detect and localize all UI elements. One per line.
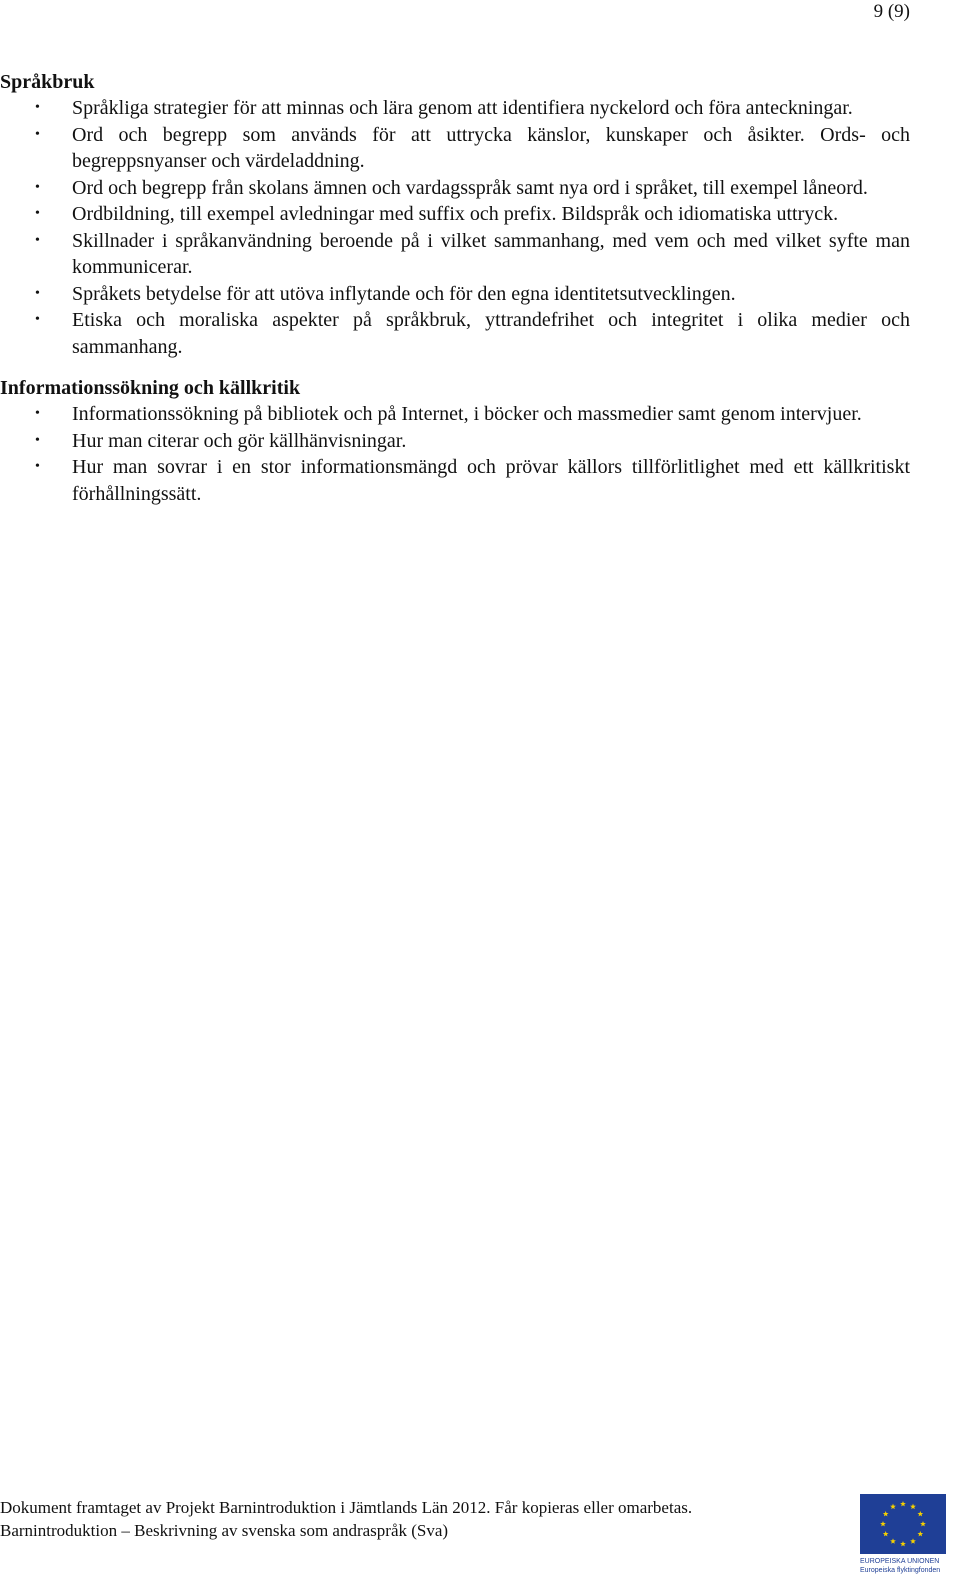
bullet-list-sprakbruk <box>0 95 910 360</box>
page-number: 9 (9) <box>873 1 910 22</box>
list-item: • Språkliga strategier för att minnas och lära genom att identifiera nyckelord och föra anteckningar. <box>0 95 910 122</box>
bullet-list-informationssokning <box>0 401 910 507</box>
list-item: • Språkets betydelse för att utöva inflytande och för den egna identitetsutvecklingen. <box>0 281 910 308</box>
bullet-icon: • <box>35 206 40 221</box>
document-body <box>0 69 910 522</box>
list-item: • Skillnader i språkanvändning beroende på i vilket sammanhang, med vem och med vilket syfte man kommunicerar. <box>35 229 910 278</box>
list-item: • Ord och begrepp som används för att uttrycka känslor, kunskaper och åsikter. Ords- och begreppsnyanser och värdeladdning. <box>35 123 910 172</box>
bullet-icon: • <box>35 126 40 142</box>
eu-logo-line-2: Europeiska flyktingfonden <box>860 1567 941 1574</box>
list-item: • Etiska och moraliska aspekter på språkbruk, yttrandefrihet och integritet i olika medier och sammanhang. <box>35 309 910 358</box>
section-heading-sprakbruk: Språkbruk <box>0 71 95 93</box>
bullet-icon: • <box>35 406 40 421</box>
bullet-icon: • <box>35 232 40 248</box>
list-item: • Hur man sovrar i en stor informationsmängd och prövar källors tillförlitlighet med ett källkritiskt förhållningssätt. <box>35 456 910 505</box>
bullet-icon: • <box>35 459 40 474</box>
eu-logo-line-1: EUROPEISKA UNIONEN <box>860 1558 940 1565</box>
footer-line-1: Dokument framtaget av Projekt Barnintroduktion i Jämtlands Län 2012. Får kopieras eller omarbetas. <box>0 1498 693 1517</box>
bullet-icon: • <box>35 432 40 448</box>
bullet-icon: • <box>35 179 40 195</box>
eu-logo <box>860 1494 950 1584</box>
bullet-icon: • <box>35 100 40 115</box>
bullet-icon: • <box>35 312 40 327</box>
bullet-icon: • <box>35 285 40 301</box>
eu-flag-icon <box>860 1494 946 1554</box>
eu-logo-caption <box>860 1557 950 1575</box>
footer-line-2: Barnintroduktion – Beskrivning av svenska som andraspråk (Sva) <box>0 1521 449 1540</box>
list-item: • Ordbildning, till exempel avledningar med suffix och prefix. Bildspråk och idiomatiska uttryck. <box>0 201 910 228</box>
list-item: • Ord och begrepp från skolans ämnen och vardagsspråk samt nya ord i språket, till exempel låneord. <box>0 175 910 202</box>
page-footer <box>0 1496 692 1542</box>
list-item: • Hur man citerar och gör källhänvisningar. <box>0 428 910 455</box>
section-heading-informationssokning: Informationssökning och källkritik <box>0 377 301 399</box>
list-item: • Informationssökning på bibliotek och på Internet, i böcker och massmedier samt genom intervjuer. <box>0 401 910 428</box>
